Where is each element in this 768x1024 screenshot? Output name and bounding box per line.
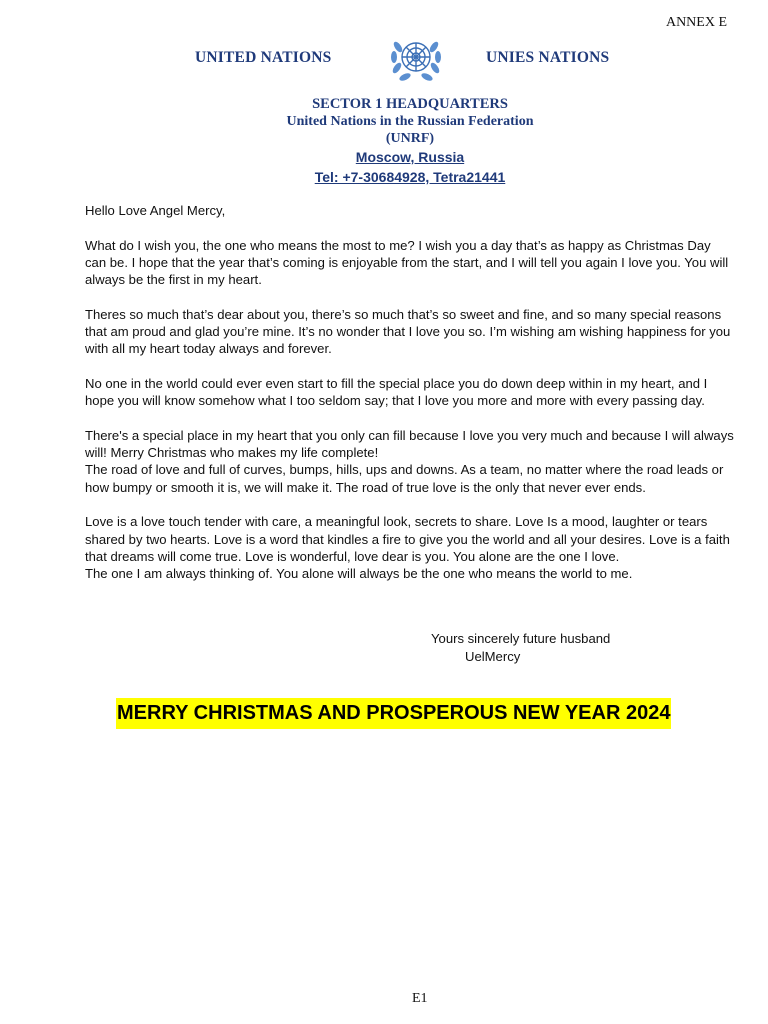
org-name-french: UNIES NATIONS bbox=[486, 49, 610, 66]
closing-line: Yours sincerely future husband bbox=[431, 631, 611, 646]
letter-paragraph: Theres so much that’s dear about you, there’s so much that’s so sweet and fine, and so many special reasons that am proud and glad you’re mine. It’s no wonder that I love you so. I’m wishing am wishing happiness for you with all my heart today always and forever. bbox=[85, 306, 731, 357]
letter-paragraph: The road of love and full of curves, bumps, hills, ups and downs. As a team, no matter where the road leads or how bumpy or smooth it is, we will make it. The road of true love is the only that never ever ends. bbox=[85, 462, 724, 495]
greeting-banner: MERRY CHRISTMAS AND PROSPEROUS NEW YEAR 2024 bbox=[116, 698, 671, 729]
org-name-english: UNITED NATIONS bbox=[195, 49, 332, 66]
office-city: Moscow, Russia bbox=[355, 149, 465, 165]
office-telephone: Tel: +7-30684928, Tetra21441 bbox=[314, 169, 506, 185]
letter-closing bbox=[431, 630, 610, 665]
office-abbreviation: (UNRF) bbox=[385, 131, 435, 146]
letterhead bbox=[0, 96, 768, 187]
letter-paragraph: What do I wish you, the one who means the most to me? I wish you a day that’s as happy as Christmas Day can be. I hope that the year that’s coming is enjoyable from the start, and I will tell you again I love you. You will always be the first in my heart. bbox=[85, 237, 729, 288]
page-number: E1 bbox=[412, 991, 428, 1006]
letter-body bbox=[85, 202, 735, 600]
letter-paragraph: Love is a love touch tender with care, a meaningful look, secrets to share. Love Is a mood, laughter or tears shared by two hearts. Love is a word that kindles a fire to give you the world and all your desires. Love is a faith that dreams will come true. Love is wonderful, love dear is you. You alone are the one I love. bbox=[85, 514, 730, 564]
letter-paragraph: The one I am always thinking of. You alone will always be the one who means the world to me. bbox=[85, 566, 633, 582]
letter-greeting: Hello Love Angel Mercy, bbox=[85, 203, 226, 218]
sector-title: SECTOR 1 HEADQUARTERS bbox=[312, 96, 508, 112]
un-emblem-icon bbox=[384, 33, 448, 87]
annex-label: ANNEX E bbox=[665, 15, 727, 30]
office-name: United Nations in the Russian Federation bbox=[286, 114, 534, 129]
signature: UelMercy bbox=[465, 648, 521, 664]
letter-paragraph: There's a special place in my heart that you only can fill because I love you very much and because I will always will! Merry Christmas who makes my life complete! bbox=[85, 427, 734, 461]
letter-paragraph: No one in the world could ever even start to fill the special place you do down deep within in my heart, and I hope you will know somehow what I too seldom say; that I love you more and more with every passing day. bbox=[85, 375, 708, 409]
